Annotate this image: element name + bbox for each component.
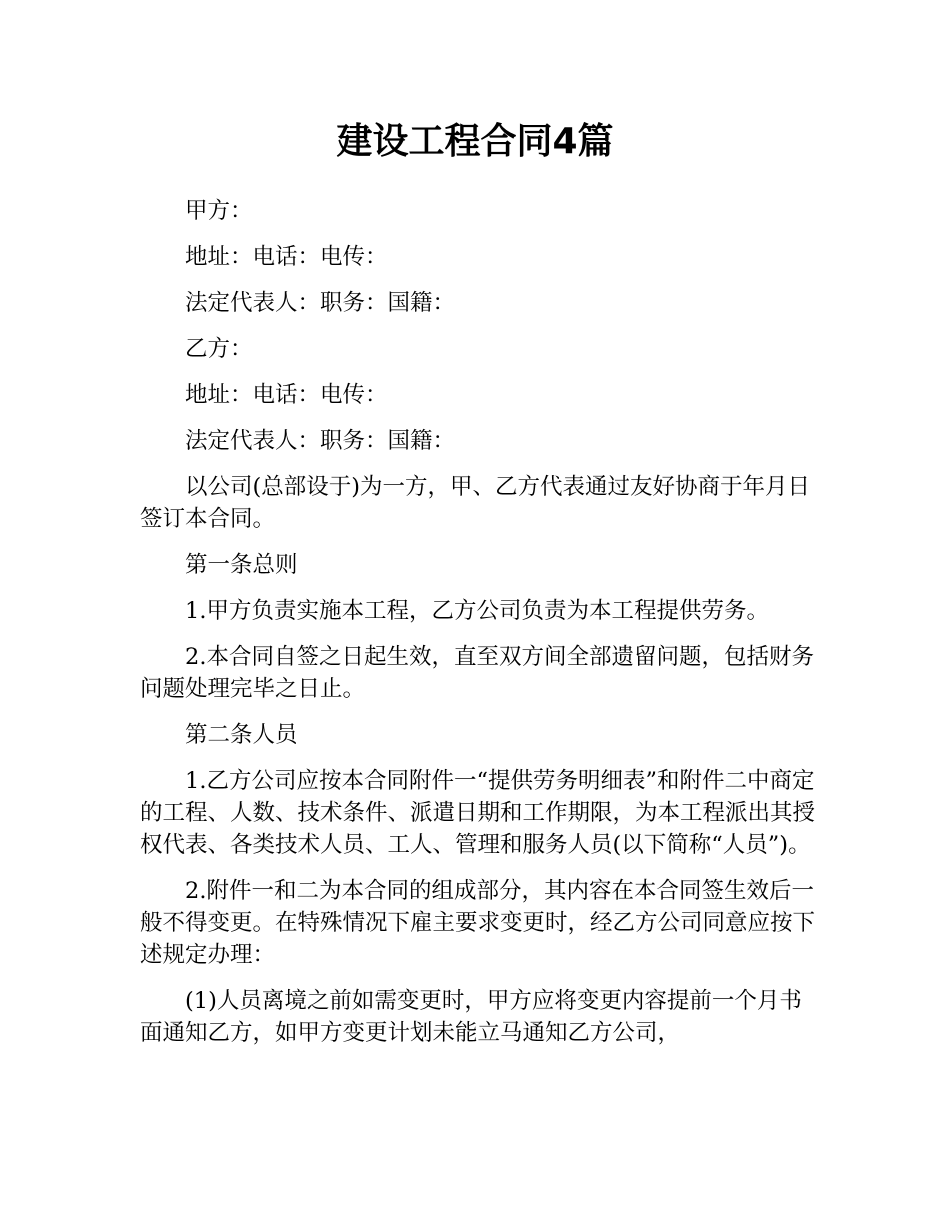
clause-personnel-2: 2.附件一和二为本合同的组成部分，其内容在本合同签生效后一般不得变更。在特殊情况下雇主要求变更时，经乙方公司同意应按下述规定办理： bbox=[140, 878, 816, 968]
clause-personnel-2-1: (1)人员离境之前如需变更时，甲方应将变更内容提前一个月书面通知乙方，如甲方变更计划未能立马通知乙方公司， bbox=[140, 988, 802, 1046]
paragraph-party-a-contact: 地址：电话：电传： bbox=[185, 244, 388, 270]
clause-general-1: 1.甲方负责实施本工程，乙方公司负责为本工程提供劳务。 bbox=[185, 598, 769, 624]
paragraph-party-a-representative: 法定代表人：职务：国籍： bbox=[185, 290, 456, 316]
paragraph-party-b-representative: 法定代表人：职务：国籍： bbox=[185, 428, 456, 454]
document-title: 建设工程合同4篇 bbox=[336, 121, 614, 162]
paragraph-party-a: 甲方： bbox=[185, 198, 253, 224]
document-body bbox=[140, 195, 820, 1063]
section-heading-general: 第一条总则 bbox=[185, 552, 298, 578]
clause-personnel-1: 1.乙方公司应按本合同附件一“提供劳务明细表”和附件二中商定的工程、人数、技术条件、派遣日期和工作期限，为本工程派出其授权代表、各类技术人员、工人、管理和服务人员(以下简称“人员”)。 bbox=[140, 768, 816, 858]
paragraph-preamble: 以公司(总部设于)为一方，甲、乙方代表通过友好协商于年月日签订本合同。 bbox=[140, 474, 811, 532]
clause-general-2: 2.本合同自签之日起生效，直至双方间全部遗留问题，包括财务问题处理完毕之日止。 bbox=[140, 644, 814, 702]
paragraph-party-b: 乙方： bbox=[185, 336, 253, 362]
paragraph-party-b-contact: 地址：电话：电传： bbox=[185, 382, 388, 408]
section-heading-personnel: 第二条人员 bbox=[185, 722, 298, 748]
